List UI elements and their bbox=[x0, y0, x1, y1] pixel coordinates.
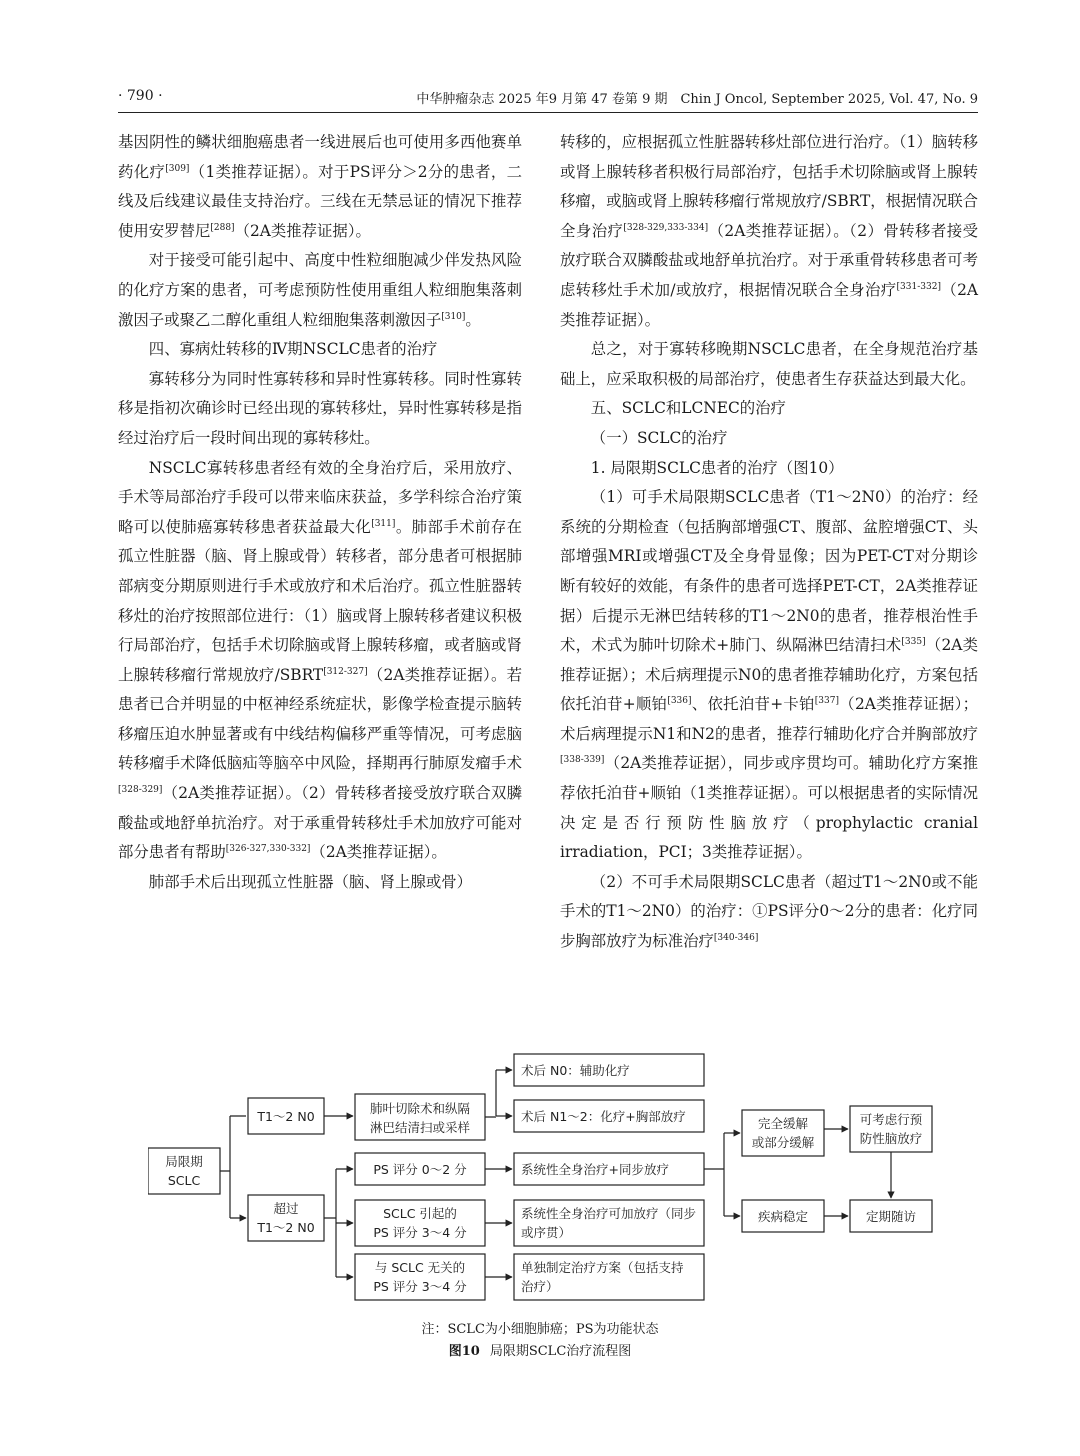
paragraph: 肺部手术后出现孤立性脏器（脑、肾上腺或骨） bbox=[148, 872, 473, 891]
surgery-label: 淋巴结清扫或采样 bbox=[369, 1120, 471, 1135]
citation: [336] bbox=[667, 696, 692, 707]
sys-opt-label: 或序贯） bbox=[521, 1225, 572, 1240]
section-heading: 五、SCLC和LCNEC的治疗 bbox=[590, 399, 786, 418]
citation: [337] bbox=[814, 696, 839, 707]
citation: [338-339] bbox=[560, 755, 605, 766]
citation: [328-329,333-334] bbox=[623, 222, 709, 233]
beyond-label: 超过 bbox=[273, 1201, 299, 1216]
paragraph: 对于接受可能引起中、高度中性粒细胞减少伴发热风险的化疗方案的患者，可考虑预防性使用重组人粒细胞集落刺激因子或聚乙二醇化重组人粒细胞集落刺激因子[310]。 bbox=[118, 251, 522, 329]
citation: [335] bbox=[901, 636, 926, 647]
t12-label: T1～2 N0 bbox=[257, 1109, 315, 1124]
stable-label: 疾病稳定 bbox=[757, 1209, 809, 1224]
sys-opt-label: 系统性全身治疗可加放疗（同步 bbox=[521, 1206, 697, 1221]
section-heading: 四、寡病灶转移的Ⅳ期NSCLC患者的治疗 bbox=[148, 340, 438, 359]
citation: [309] bbox=[165, 163, 190, 174]
paragraph: 寡转移分为同时性寡转移和异时性寡转移。同时性寡转移是指初次确诊时已经出现的寡转移灶，异时性寡转移是指经过治疗后一段时间出现的寡转移灶。 bbox=[118, 369, 522, 447]
figure-note: 注：SCLC为小细胞肺癌；PS为功能状态 bbox=[421, 1322, 659, 1337]
figure-caption bbox=[0, 1340, 1080, 1359]
paragraph: 总之，对于寡转移晚期NSCLC患者，在全身规范治疗基础上，应采取积极的局部治疗，使患者生存获益达到最大化。 bbox=[560, 340, 978, 388]
figure-label: 图10 bbox=[448, 1344, 480, 1359]
paragraph: （2）不可手术局限期SCLC患者（超过T1～2N0或不能手术的T1～2N0）的治疗：①PS评分0～2分的患者：化疗同步胸部放疗为标准治疗[340-346] bbox=[560, 872, 978, 951]
journal-title: 中华肿瘤杂志 2025 年9 月第 47 卷第 9 期 Chin J Oncol, September 2025, Vol. 47, No. 9 bbox=[416, 92, 978, 107]
citation: [340-346] bbox=[713, 932, 759, 943]
beyond-label: T1～2 N0 bbox=[257, 1220, 315, 1235]
n0-label: 术后 N0：辅助化疗 bbox=[521, 1063, 630, 1078]
figure-title: 局限期SCLC治疗流程图 bbox=[489, 1344, 632, 1359]
paragraph: NSCLC寡转移患者经有效的全身治疗后，采用放疗、手术等局部治疗手段可以带来临床获益，多学科综合治疗策略可以使肺癌寡转移患者获益最大化[311]。肺部手术前存在孤立性脏器（脑、肾上腺或骨）转移者，部分患者可根据肺部病变分期原则进行手术或放疗和术后治疗。孤立性脏器转移灶的治疗按照部位进行：（1）脑或肾上腺转移者建议积极行局部治疗，包括手术切除脑或肾上腺转移瘤，或者脑或肾上腺转移瘤行常规放疗/SBRT[312-327]（2A类推荐证据）。若患者已合并明显的中枢神经系统症状，影像学检查提示脑转移瘤压迫水肿显著或有中线结构偏移严重等情况，可考虑脑转移瘤手术降低脑疝等脑卒中风险，择期再行肺原发瘤手术[328-329]（2A类推荐证据）。（2）骨转移者接受放疗联合双膦酸盐或地舒单抗治疗。对于承重骨转移灶手术加放疗可能对部分患者有帮助[326-327,330-332]（2A类推荐证据）。 bbox=[118, 458, 522, 862]
paragraph: 基因阴性的鳞状细胞癌患者一线进展后也可使用多西他赛单药化疗[309]（1类推荐证据）。对于PS评分＞2分的患者，二线及后线建议最佳支持治疗。三线在无禁忌证的情况下推荐使用安罗替尼[288]（2A类推荐证据）。 bbox=[118, 133, 522, 240]
header-rule bbox=[118, 112, 978, 113]
individual-label: 治疗） bbox=[521, 1279, 559, 1294]
response-label: 完全缓解 bbox=[757, 1116, 809, 1131]
start-label: 局限期 bbox=[165, 1154, 203, 1169]
surgery-label: 肺叶切除术和纵隔 bbox=[369, 1101, 471, 1116]
individual-label: 单独制定治疗方案（包括支持 bbox=[521, 1260, 684, 1275]
ps34-sclc-label: SCLC 引起的 bbox=[383, 1206, 457, 1221]
connector bbox=[704, 1133, 724, 1216]
right-column bbox=[560, 128, 978, 957]
pci-label: 防性脑放疗 bbox=[859, 1131, 923, 1146]
ps34-other-label: 与 SCLC 无关的 bbox=[374, 1260, 466, 1275]
response-label: 或部分缓解 bbox=[751, 1135, 815, 1150]
citation: [311] bbox=[371, 518, 396, 529]
citation: [288] bbox=[210, 222, 235, 233]
connector bbox=[485, 1070, 496, 1117]
paragraph: （1）可手术局限期SCLC患者（T1～2N0）的治疗：经系统的分期检查（包括胸部增强CT、腹部、盆腔增强CT、头部增强MRI或增强CT及全身骨显像；因为PET-CT对分期诊断有较好的效能，有条件的患者可选择PET-CT，2A类推荐证据）后提示无淋巴结转移的T1～2N0的患者，推荐根治性手术，术式为肺叶切除术+肺门、纵隔淋巴结清扫术[335]（2A类推荐证据）；术后病理提示N0的患者推荐辅助化疗，方案包括依托泊苷+顺铂[336]、依托泊苷+卡铂[337]（2A类推荐证据）；术后病理提示N1和N2的患者，推荐行辅助化疗合并胸部放疗[338-339]（2A类推荐证据），同步或序贯均可。辅助化疗方案推荐依托泊苷+顺铂（1类推荐证据）。可以根据患者的实际情况决定是否行预防性脑放疗（prophylactic cranial irradiation，PCI；3类推荐证据）。 bbox=[560, 488, 978, 862]
left-column bbox=[118, 128, 522, 897]
connector bbox=[324, 1169, 336, 1277]
start-label: SCLC bbox=[167, 1173, 201, 1188]
paragraph: 转移的，应根据孤立性脏器转移灶部位进行治疗。（1）脑转移或肾上腺转移者积极行局部治疗，包括手术切除脑或肾上腺转移瘤，或脑或肾上腺转移瘤行常规放疗/SBRT，根据情况联合全身治疗[328-329,333-334]（2A类推荐证据）。（2）骨转移者接受放疗联合双膦酸盐或地舒单抗治疗。对于承重骨转移患者可考虑转移灶手术加/或放疗，根据情况联合全身治疗[331-332]（2A类推荐证据）。 bbox=[560, 133, 978, 329]
citation: [326-327,330-332] bbox=[225, 844, 311, 855]
connector bbox=[220, 1116, 246, 1218]
flowchart bbox=[148, 1050, 948, 1320]
subsubsection-heading: 1. 局限期SCLC患者的治疗（图10） bbox=[590, 458, 844, 477]
ps34-other-label: PS 评分 3～4 分 bbox=[373, 1279, 467, 1294]
citation: [310] bbox=[441, 311, 466, 322]
ps02-label: PS 评分 0～2 分 bbox=[373, 1162, 467, 1177]
subsection-heading: （一）SCLC的治疗 bbox=[590, 428, 728, 447]
pci-label: 可考虑行预 bbox=[859, 1112, 923, 1127]
ps34-sclc-label: PS 评分 3～4 分 bbox=[373, 1225, 467, 1240]
citation: [312-327] bbox=[323, 666, 368, 677]
n12-label: 术后 N1～2：化疗+胸部放疗 bbox=[521, 1109, 686, 1124]
sys-sync-label: 系统性全身治疗+同步放疗 bbox=[521, 1162, 669, 1177]
citation: [331-332] bbox=[896, 281, 941, 292]
citation: [328-329] bbox=[118, 784, 163, 795]
page-number: · 790 · bbox=[118, 88, 163, 104]
flowchart-figure bbox=[148, 1050, 948, 1320]
followup-label: 定期随访 bbox=[865, 1209, 917, 1224]
running-header bbox=[118, 88, 978, 110]
